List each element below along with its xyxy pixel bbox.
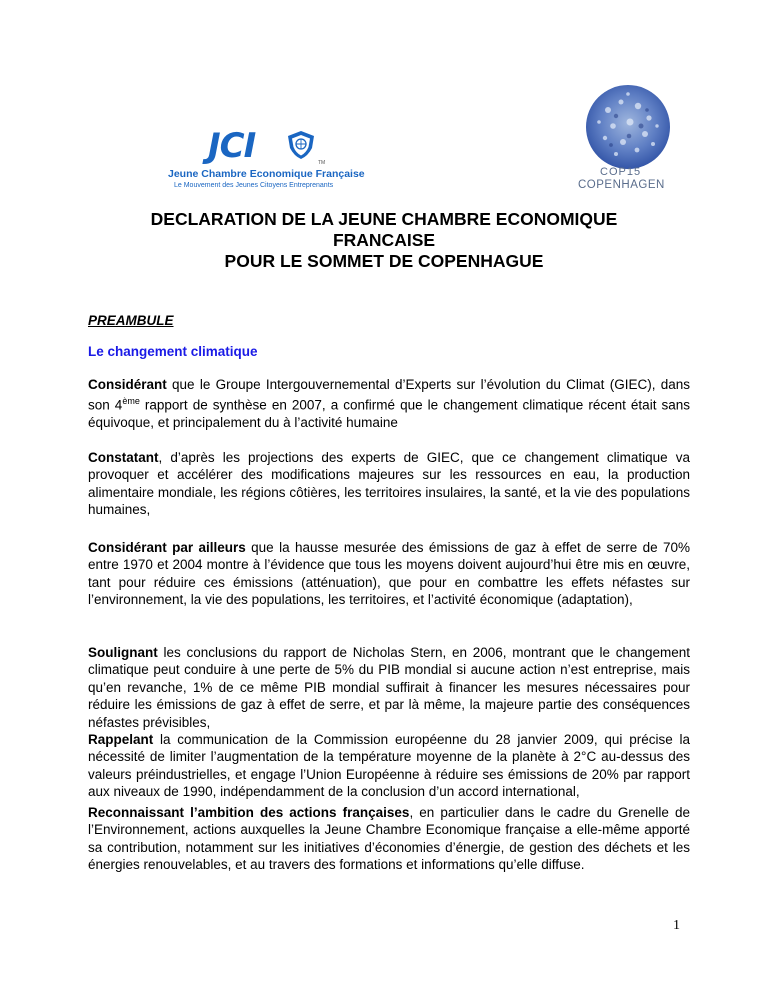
section-heading: Le changement climatique <box>88 344 258 359</box>
paragraph-lead: Rappelant <box>88 732 154 748</box>
jci-shield-icon <box>286 130 316 160</box>
copenhagen-label: COPENHAGEN <box>578 179 665 191</box>
paragraph-soulignant <box>88 644 690 801</box>
paragraph-text: , en particulier dans le cadre du Grenelle de l’Environnement, actions auxquelles la Jeune Chambre Economique française a elle-même apporté sa contribution, notamment sur les initiatives d’économies d’énergie, de gestion des déchets et les énergies renouvelables, et au travers des formations et informations qu’elle diffuse. <box>88 805 690 873</box>
superscript: ème <box>122 396 140 407</box>
page-number: 1 <box>673 918 680 933</box>
paragraph-text: , d’après les projections des experts de GIEC, que ce changement climatique va provoquer et accélérer des modifications majeures sur les ressources en eau, la production alimentaire mondiale, les régions côtières, les territoires insulaires, la santé, et la vie des populations humaines, <box>88 450 690 518</box>
jci-logo-mark: JCI <box>208 126 256 166</box>
paragraph-lead: Considérant par ailleurs <box>88 540 246 555</box>
preambule-heading: PREAMBULE <box>88 313 174 328</box>
paragraph-text: les conclusions du rapport de Nicholas Stern, en 2006, montrant que le changement climatique peut conduire à une perte de 5% du PIB mondial si aucune action n’est entreprise, mais qu’en revanche, 1% de ce même PIB mondial suffirait à financer les mesures nécessaires pour réduire les émissions de gaz à effet de serre, et par là même, la majeure partie des conséquences néfastes prévisibles, <box>88 645 690 730</box>
paragraph-considerant <box>88 376 690 432</box>
paragraph-text: rapport de synthèse en 2007, a confirmé que le changement climatique récent était sans équivoque, et principalement du à l’activité humaine <box>88 397 690 431</box>
cop15-label: COP15 <box>600 166 642 178</box>
jci-trademark: TM <box>318 160 326 166</box>
jci-logo-name: Jeune Chambre Economique Française <box>168 168 365 180</box>
paragraph-lead: Considérant <box>88 377 167 392</box>
paragraph-text: que le Groupe Intergouvernemental d’Experts sur l’évolution du Climat (GIEC), dans son 4 <box>88 377 690 413</box>
globe-icon <box>583 82 673 172</box>
paragraph-lead: Soulignant <box>88 645 158 660</box>
cop15-logo <box>578 82 678 194</box>
title-line-1: DECLARATION DE LA JEUNE CHAMBRE ECONOMIQUE <box>150 209 618 229</box>
paragraph-text: que la hausse mesurée des émissions de gaz à effet de serre de 70% entre 1970 et 2004 montre à l’évidence que tous les moyens doivent aujourd’hui être mis en œuvre, tant pour réduire ces émissions (atténuation), que pour en combattre les effets néfastes sur l’environnement, la vie des populations, les territoires, et l’activité économique (adaptation), <box>88 540 690 608</box>
paragraph-lead: Constatant <box>88 450 159 465</box>
paragraph-text: la communication de la Commission européenne du 28 janvier 2009, qui précise la nécessité de limiter l’augmentation de la température moyenne de la planète à 2°C au-dessus des valeurs préindustrielles, et engage l’Union Européenne à réduire ses émissions de 20% par rapport aux niveaux de 1990, indépendamment de la conclusion d’un accord international, <box>88 732 690 800</box>
title-line-2: FRANCAISE <box>332 230 436 250</box>
paragraph-constatant <box>88 449 690 519</box>
paragraph-considerant-par-ailleurs <box>88 539 690 609</box>
document-title <box>60 209 708 272</box>
paragraph-reconnaissant <box>88 804 690 874</box>
title-line-3: POUR LE SOMMET DE COPENHAGUE <box>224 251 544 271</box>
paragraph-lead: Reconnaissant l’ambition des actions françaises <box>88 805 410 820</box>
jci-logo <box>168 126 365 190</box>
jci-logo-tagline: Le Mouvement des Jeunes Citoyens Entreprenants <box>174 182 334 189</box>
